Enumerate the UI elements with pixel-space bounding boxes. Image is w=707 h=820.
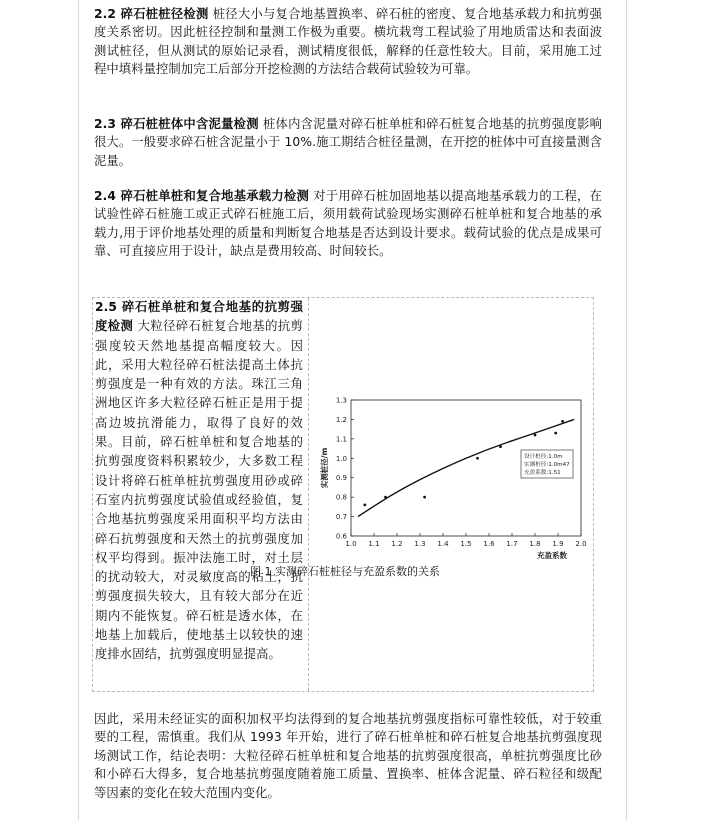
x-tick-label: 1.5 — [460, 540, 472, 548]
y-tick-label: 1.2 — [335, 415, 347, 424]
y-tick-label: 1.1 — [335, 435, 347, 444]
section-2-2-heading: 2.2 碎石桩桩径检测 — [94, 7, 209, 21]
data-point — [554, 432, 557, 435]
section-2-3-body: 桩体内含泥量对碎石桩单桩和碎石桩复合地基的抗剪强度影响很大。一般要求碎石桩含泥量小于 10%.施工期结合桩径量测，在开挖的桩体中可直接量测含泥量。 — [94, 117, 602, 168]
section-2-3 — [94, 115, 602, 170]
section-2-5-body: 大粒径碎石桩复合地基的抗剪强度较天然地基提高幅度较大。因此，采用大粒径碎石桩法提高土体抗剪强度是一种有效的方法。珠江三角洲地区许多大粒径碎石桩正是用于提高边坡抗滑能力，取得了良好的效果。目前，碎石桩单桩和复合地基的抗剪强度资料积累较少，大多数工程设计将碎石桩单桩抗剪强度用砂或碎石室内抗剪强度试验值或经验值，复合地基抗剪强度采用面积平均方法由碎石抗剪强度和天然土的抗剪强度加权平均得到。振冲法施工时，对土层的扰动较大，对灵敏度高的粘土，抗剪强度损失较大，且有较大部分在近期内不能恢复。碎石桩是透水体，在地基上加载后，使地基土以较快的速度排水固结，抗剪强度明显提高。 — [95, 319, 303, 662]
section-2-4-body: 对于用碎石桩加固地基以提高地基承载力的工程，在试验性碎石桩施工或正式碎石桩施工后，须用载荷试验现场实测碎石桩单桩和复合地基的承载力,用于评价地基处理的质量和判断复合地基是否达到设计要求。载荷试验的优点是成果可靠、可直接应用于设计，缺点是费用较高、时间较长。 — [94, 189, 602, 259]
section-2-3-heading: 2.3 碎石桩桩体中含泥量检测 — [94, 117, 259, 131]
x-tick-label: 1.9 — [552, 540, 564, 548]
x-tick-label: 1.1 — [368, 540, 380, 548]
y-tick-label: 1.3 — [335, 396, 347, 405]
y-tick-label: 0.7 — [335, 513, 347, 522]
x-tick-label: 2.0 — [575, 540, 587, 548]
legend-line: 实测桩径:1.0m47 — [524, 462, 570, 468]
y-tick-label: 1.0 — [335, 454, 347, 463]
x-tick-label: 1.0 — [345, 540, 357, 548]
data-point — [423, 496, 426, 499]
x-tick-label: 1.4 — [437, 540, 449, 548]
y-axis-label: 实测桩径/m — [320, 447, 329, 489]
scatter-chart — [311, 390, 591, 585]
legend-line: 设计桩径:1.0m — [524, 454, 563, 460]
x-axis-label: 充盈系数 — [537, 551, 567, 560]
closing-paragraph: 因此，采用未经证实的面积加权平均法得到的复合地基抗剪强度指标可靠性较低，对于较重要的工程，需慎重。我们从 1993 年开始，进行了碎石桩单桩和碎石桩复合地基抗剪强度现场测试工作，结论表明：大粒径碎石桩单桩和复合地基的抗剪强度很高，单桩抗剪强度比砂和小碎石大得多，复合地基抗剪强度随着施工质量、置换率、桩体含泥量、碎石粒径和级配等因素的变化在较大范围内变化。 — [94, 712, 602, 800]
figure-caption: 图 1 实测碎石桩桩径与充盈系数的关系 — [250, 565, 440, 578]
x-tick-label: 1.8 — [529, 540, 541, 548]
x-tick-label: 1.7 — [506, 540, 518, 548]
table-cell-divider — [308, 298, 309, 691]
figure-1 — [311, 390, 591, 585]
section-2-5-heading: 2.5 碎石桩单桩和复合地基的抗剪强度检测 — [95, 300, 303, 334]
section-2-2-body: 桩径大小与复合地基置换率、碎石桩的密度、复合地基承载力和抗剪强度关系密切。因此桩径控制和量测工作极为重要。横坑栽弯工程试验了用地质雷达和表面波测试桩径，但从测试的原始记录看，测试精度很低，解释的任意性较大。目前，采用施工过程中填料量控制加完工后部分开挖检测的方法结合载荷试验较为可靠。 — [94, 7, 602, 77]
y-tick-label: 0.6 — [335, 532, 347, 541]
data-point — [561, 420, 564, 423]
page-margin-left — [78, 0, 79, 820]
y-tick-label: 0.8 — [335, 493, 347, 502]
section-2-2 — [94, 5, 602, 79]
y-tick-label: 0.9 — [335, 474, 347, 483]
data-point — [476, 457, 479, 460]
data-point — [534, 434, 537, 437]
layout-table — [92, 297, 594, 692]
data-point — [499, 445, 502, 448]
legend-line: 充盈系数:1.51 — [524, 470, 561, 476]
data-point — [384, 496, 387, 499]
section-2-4 — [94, 187, 602, 261]
x-tick-label: 1.3 — [414, 540, 426, 548]
page-margin-right — [626, 0, 627, 820]
data-point — [363, 504, 366, 507]
section-2-4-heading: 2.4 碎石桩单桩和复合地基承载力检测 — [94, 189, 310, 203]
x-tick-label: 1.2 — [391, 540, 403, 548]
section-2-5 — [95, 298, 303, 665]
x-tick-label: 1.6 — [483, 540, 495, 548]
